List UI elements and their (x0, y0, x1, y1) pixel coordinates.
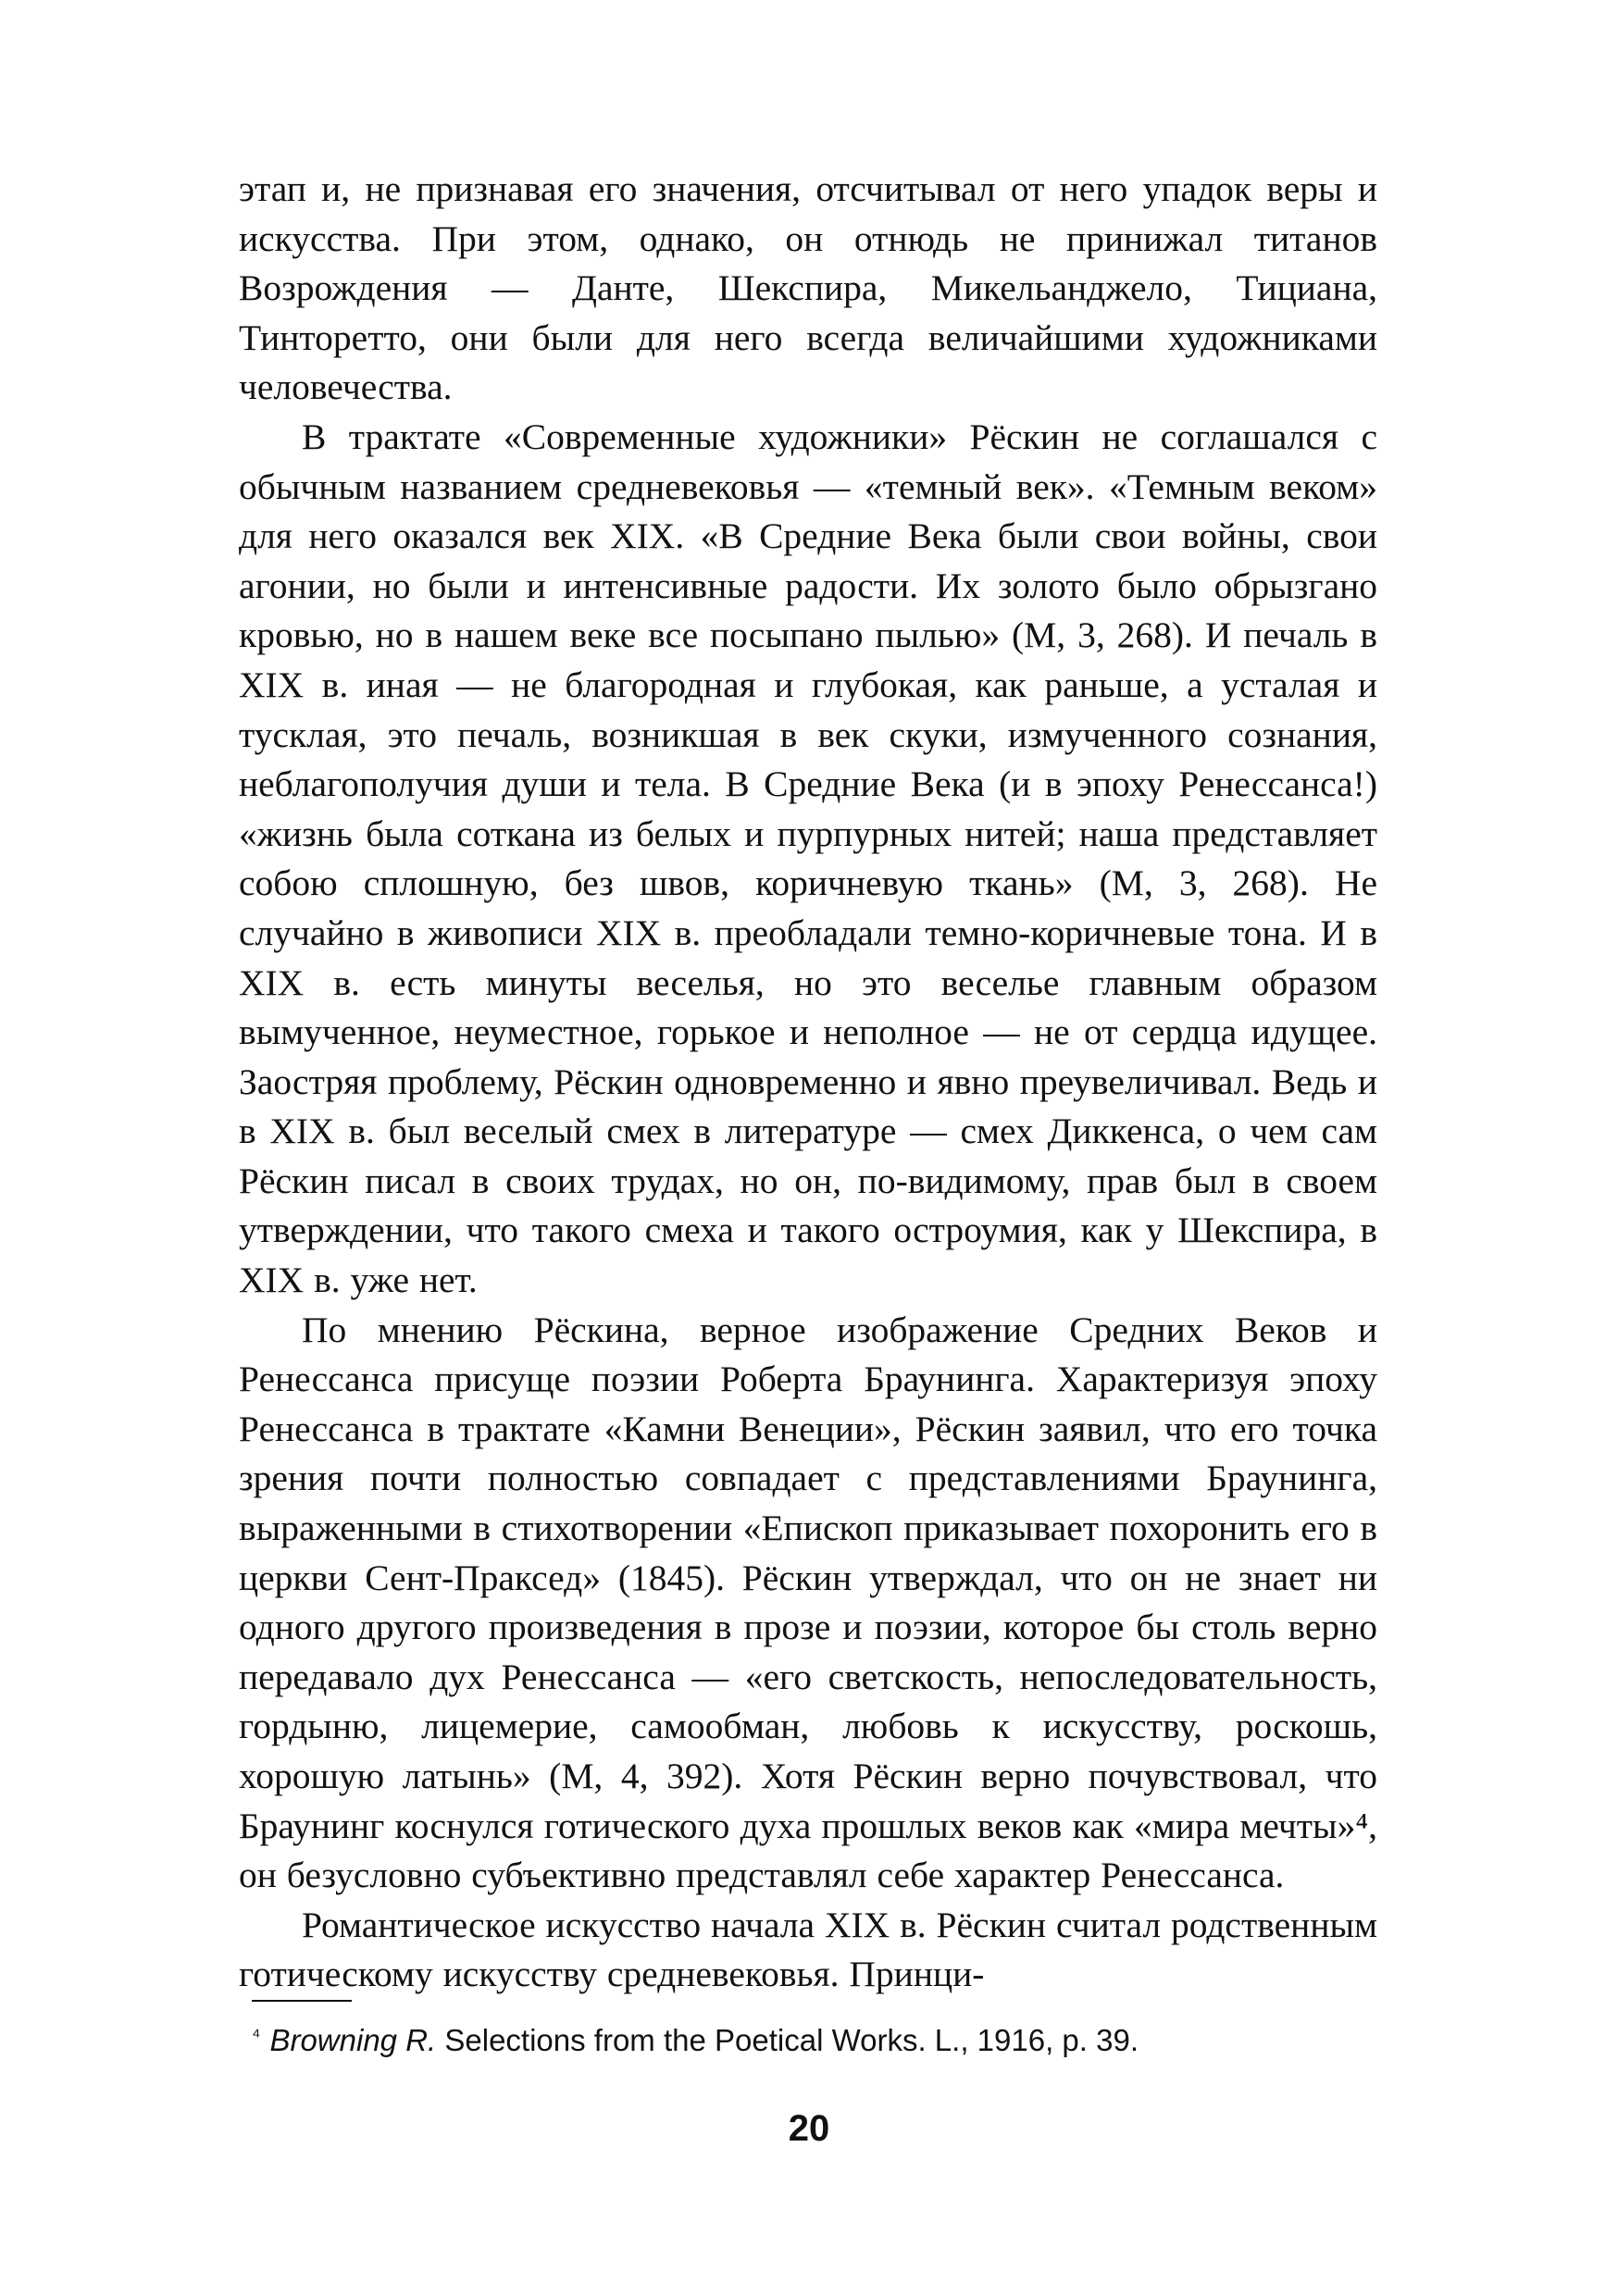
main-text (239, 165, 1377, 2000)
paragraph-1: этап и, не признавая его значения, отсчитывал от него упадок веры и искусства. При этом, однако, он отнюдь не принижал титанов Возрождения — Данте, Шекспира, Микельанджело, Тициана, Тинторетто, они были для него всегда величайшими художниками человечества. (239, 168, 1377, 408)
page-number: 20 (788, 2108, 830, 2149)
footnote-divider (252, 2000, 352, 2002)
footnote-text: Selections from the Poetical Works. L., 1916, p. 39. (444, 2023, 1139, 2057)
footnote-author: Browning R. (269, 2023, 437, 2057)
paragraph-4: Романтическое искусство начала XIX в. Рёскин считал родственным готическому искусству средневековья. Принци- (239, 1904, 1377, 1995)
footnote-mark: ⁴ (252, 2024, 261, 2047)
paragraph-3: По мнению Рёскина, верное изображение Средних Веков и Ренессанса присуще поэзии Роберта Браунинга. Характеризуя эпоху Ренессанса в трактате «Камни Венеции», Рёскин заявил, что его точка зрения почти полностью совпадает с представлениями Браунинга, выраженными в стихотворении «Епископ приказывает похоронить его в церкви Сент-Праксед» (1845). Рёскин утверждал, что он не знает ни одного другого произведения в прозе и поэзии, которое бы столь верно передавало дух Ренессанса — «его светскость, непоследовательность, гордыню, лицемерие, самообман, любовь к искусству, роскошь, хорошую латынь» (М, 4, 392). Хотя Рёскин верно почувствовал, что Браунинг коснулся готического духа прошлых веков как «мира мечты»⁴, он безусловно субъективно представлял себе характер Ренессанса. (239, 1309, 1377, 1896)
paragraph-2: В трактате «Современные художники» Рёскин не соглашался с обычным названием средневековья — «темный век». «Темным веком» для него оказался век XIX. «В Средние Века были свои войны, свои агонии, но были и интенсивные радости. Их золото было обрызгано кровью, но в нашем веке все посыпано пылью» (М, 3, 268). И печаль в XIX в. иная — не благородная и глубокая, как раньше, а усталая и тусклая, это печаль, возникшая в век скуки, измученного сознания, неблагополучия души и тела. В Средние Века (и в эпоху Ренессанса!) «жизнь была соткана из белых и пурпурных нитей; наша представляет собою сплошную, без швов, коричневую ткань» (М, 3, 268). Не случайно в живописи XIX в. преобладали темно-коричневые тона. И в XIX в. есть минуты веселья, но это веселье главным образом вымученное, неуместное, горькое и неполное — не от сердца идущее. Заостряя проблему, Рёскин одновременно и явно преувеличивал. Ведь и в XIX в. был веселый смех в литературе — смех Диккенса, о чем сам Рёскин писал в своих трудах, но он, по-видимому, прав был в своем утверждении, что такого смеха и такого остроумия, как у Шекспира, в XIX в. уже нет. (239, 416, 1377, 1301)
footnote (252, 2016, 1377, 2061)
